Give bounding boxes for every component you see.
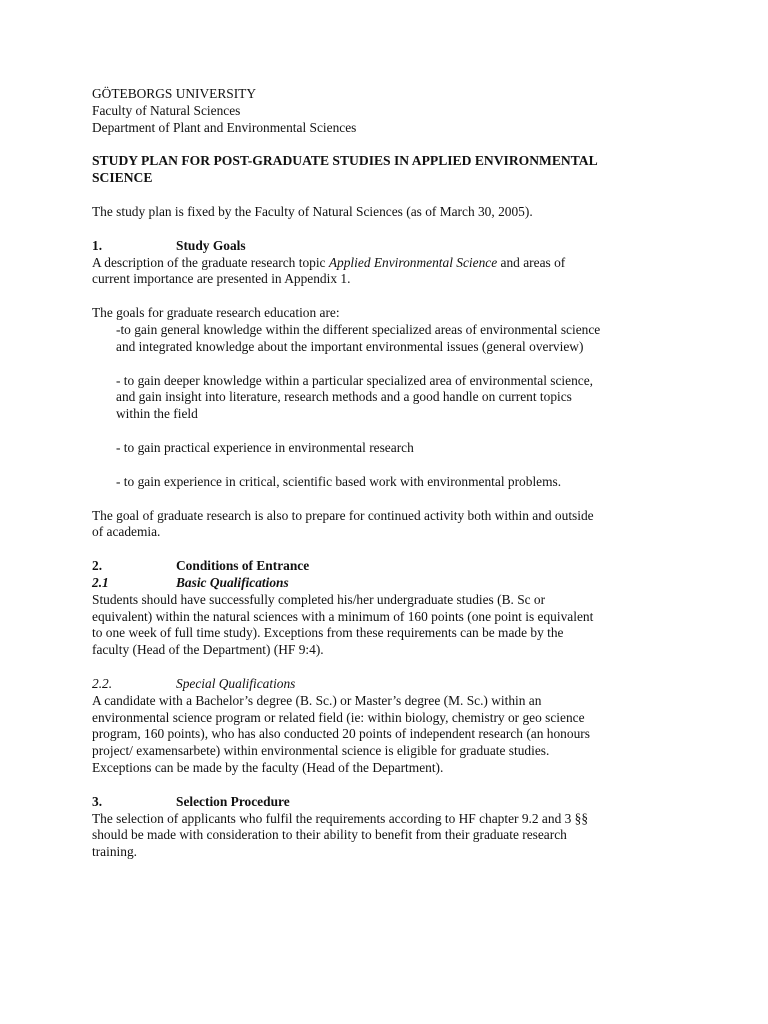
goal-2-line-3: within the field [116, 406, 198, 422]
section-3-line-2: should be made with consideration to their ability to benefit from their graduate research [92, 827, 567, 843]
section-1-topic-italic: Applied Environmental Science [328, 254, 498, 270]
department-name: Department of Plant and Environmental Sciences [92, 119, 357, 135]
subsection-2-2-line-1: A candidate with a Bachelor’s degree (B. Sc.) or Master’s degree (M. Sc.) within an [92, 692, 542, 708]
goal-1-line-2: and integrated knowledge about the important environmental issues (general overview) [116, 338, 584, 354]
subsection-2-2-number: 2.2. [92, 675, 113, 691]
subsection-2-1-line-4: faculty (Head of the Department) (HF 9:4). [92, 642, 324, 658]
document-title-line-2: SCIENCE [92, 170, 153, 186]
subsection-2-2-line-2: environmental science program or related field (ie: within biology, chemistry or geo science [92, 709, 585, 725]
section-2-title: Conditions of Entrance [176, 558, 310, 574]
subsection-2-1-line-2: equivalent) within the natural sciences with a minimum of 160 points (one point is equivalent [92, 608, 594, 624]
subsection-2-2-heading [92, 676, 682, 693]
section-1-heading [92, 238, 682, 255]
goal-1-line-1: -to gain general knowledge within the different specialized areas of environmental science [116, 321, 601, 337]
goal-4: - to gain experience in critical, scientific based work with environmental problems. [116, 473, 562, 489]
section-1-title: Study Goals [176, 237, 246, 253]
document-page [92, 86, 682, 861]
goal-2-line-1: - to gain deeper knowledge within a particular specialized area of environmental science, [116, 372, 594, 388]
goals-intro: The goals for graduate research education are: [92, 305, 340, 321]
intro-paragraph: The study plan is fixed by the Faculty of Natural Sciences (as of March 30, 2005). [92, 203, 533, 219]
subsection-2-1-number: 2.1 [92, 574, 109, 590]
goal-2-line-2: and gain insight into literature, research methods and a good handle on current topics [116, 389, 572, 405]
section-1-paragraph-line-1 [92, 255, 682, 272]
section-3-heading [92, 794, 682, 811]
subsection-2-1-line-1: Students should have successfully completed his/her undergraduate studies (B. Sc or [92, 591, 546, 607]
goals-closing-line-1: The goal of graduate research is also to prepare for continued activity both within and outside [92, 507, 594, 523]
goals-closing-line-2: of academia. [92, 524, 161, 540]
subsection-2-2-title: Special Qualifications [176, 675, 296, 691]
faculty-name: Faculty of Natural Sciences [92, 102, 241, 118]
subsection-2-1-line-3: to one week of full time study). Exceptions from these requirements can be made by the [92, 625, 564, 641]
section-1-text-pre: A description of the graduate research topic [92, 254, 329, 270]
section-2-number: 2. [92, 558, 103, 574]
section-1-paragraph-line-2: current importance are presented in Appendix 1. [92, 271, 351, 287]
section-1-number: 1. [92, 237, 103, 253]
subsection-2-2-line-4: project/ examensarbete) within environmental science is eligible for graduate studies. [92, 743, 550, 759]
section-3-line-3: training. [92, 844, 137, 860]
section-3-number: 3. [92, 793, 103, 809]
subsection-2-2-line-3: program, 160 points), who has also conducted 20 points of independent research (an honours [92, 726, 590, 742]
university-name: GÖTEBORGS UNIVERSITY [92, 86, 257, 101]
section-2-heading [92, 558, 682, 575]
subsection-2-1-heading [92, 575, 682, 592]
subsection-2-1-title: Basic Qualifications [176, 574, 289, 590]
section-3-line-1: The selection of applicants who fulfil the requirements according to HF chapter 9.2 and 3 §§ [92, 810, 589, 826]
goal-3: - to gain practical experience in environmental research [116, 439, 414, 455]
section-3-title: Selection Procedure [176, 793, 290, 809]
section-1-text-post: and areas of [497, 254, 566, 270]
subsection-2-2-line-5: Exceptions can be made by the faculty (Head of the Department). [92, 759, 444, 775]
document-title-line-1: STUDY PLAN FOR POST-GRADUATE STUDIES IN APPLIED ENVIRONMENTAL [92, 153, 598, 169]
